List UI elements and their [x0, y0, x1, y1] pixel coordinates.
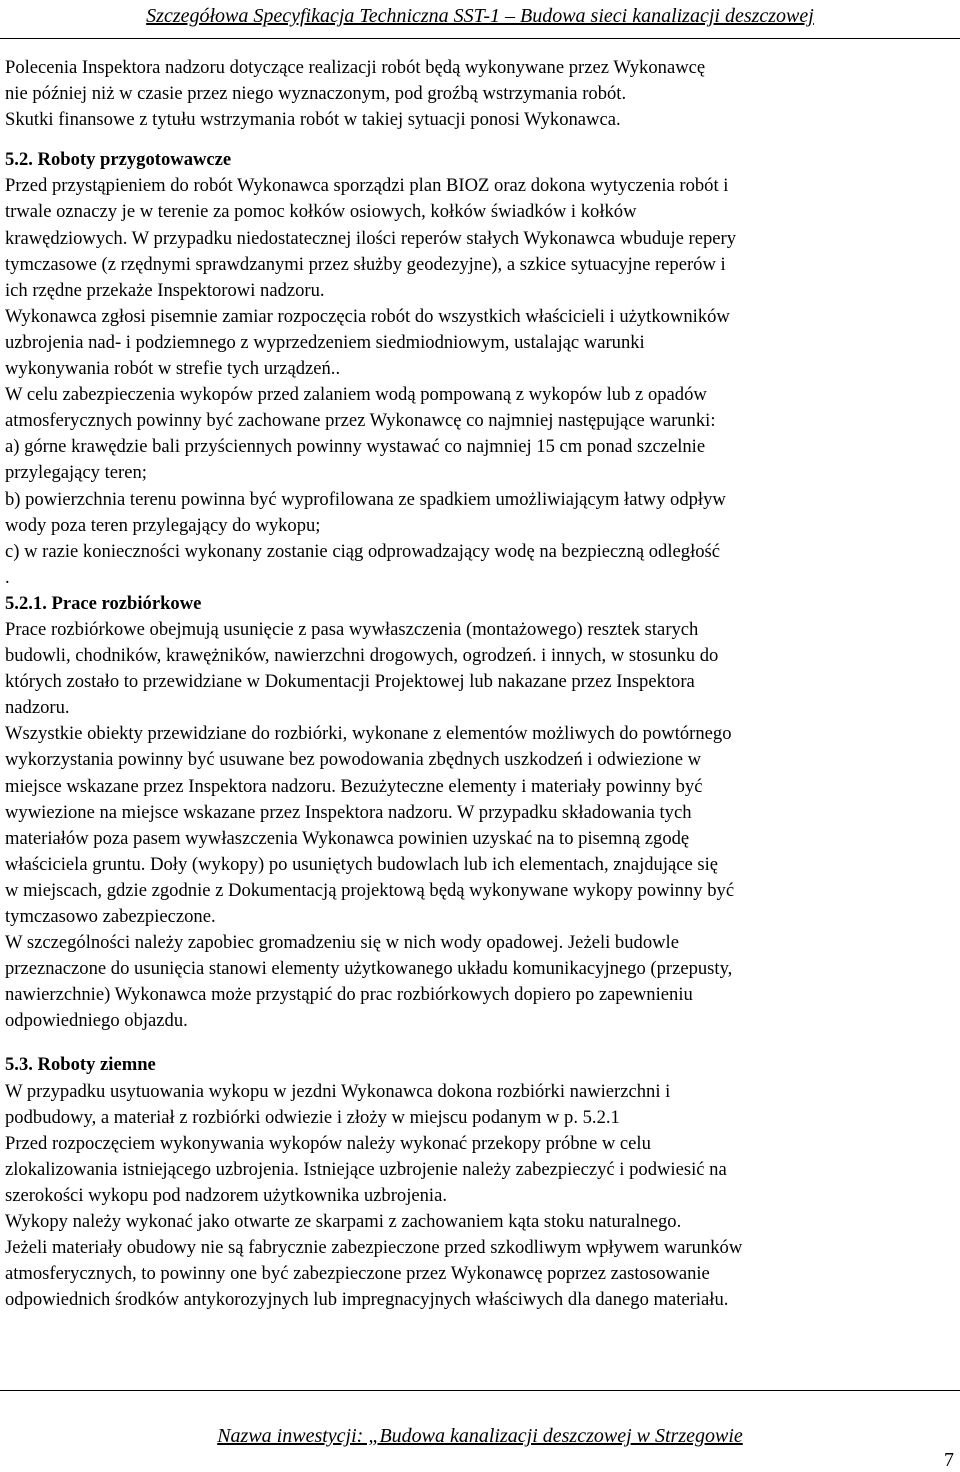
- paragraph-line: .: [5, 566, 10, 588]
- paragraph-line: trwale oznaczy je w terenie za pomoc kołków osiowych, kołków świadków i kołków: [5, 201, 637, 223]
- paragraph-line: Przed przystąpieniem do robót Wykonawca sporządzi plan BIOZ oraz dokona wytyczenia robót i: [5, 175, 729, 197]
- paragraph-line: szerokości wykopu pod nadzorem użytkownika uzbrojenia.: [5, 1184, 447, 1206]
- paragraph-line: uzbrojenia nad- i podziemnego z wyprzedzeniem siedmiodniowym, ustalając warunki: [5, 331, 645, 353]
- intro-line: nie później niż w czasie przez niego wyznaczonym, pod groźbą wstrzymania robót.: [5, 83, 627, 105]
- paragraph-line: Wykopy należy wykonać jako otwarte ze skarpami z zachowaniem kąta stoku naturalnego.: [5, 1211, 682, 1233]
- paragraph-line: materiałów poza pasem wywłaszczenia Wykonawca powinien uzyskać na to pisemną zgodę: [5, 827, 690, 849]
- paragraph-line: nawierzchnie) Wykonawca może przystąpić do prac rozbiórkowych dopiero po zapewnieniu: [5, 984, 693, 1006]
- paragraph-line: W celu zabezpieczenia wykopów przed zalaniem wodą pompowaną z wykopów lub z opadów: [5, 384, 707, 406]
- paragraph-line: odpowiedniego objazdu.: [5, 1010, 188, 1032]
- paragraph-line: nadzoru.: [5, 697, 70, 719]
- paragraph-line: W przypadku usytuowania wykopu w jezdni Wykonawca dokona rozbiórki nawierzchni i: [5, 1080, 671, 1102]
- footer-divider: [0, 1390, 960, 1391]
- document-body: [5, 55, 950, 1313]
- paragraph-line: wody poza teren przylegający do wykopu;: [5, 514, 321, 536]
- page-number: 7: [944, 1449, 954, 1471]
- paragraph-line: ich rzędne przekaże Inspektorowi nadzoru.: [5, 279, 325, 301]
- paragraph-line: atmosferycznych, to powinny one być zabezpieczone przez Wykonawcę poprzez zastosowanie: [5, 1263, 710, 1285]
- paragraph-line: których zostało to przewidziane w Dokumentacji Projektowej lub nakazane przez Inspektora: [5, 671, 695, 693]
- paragraph-line: W szczególności należy zapobiec gromadzeniu się w nich wody opadowej. Jeżeli budowle: [5, 932, 679, 954]
- paragraph-line: Przed rozpoczęciem wykonywania wykopów należy wykonać przekopy próbne w celu: [5, 1132, 651, 1154]
- paragraph-line: Wykonawca zgłosi pisemnie zamiar rozpoczęcia robót do wszystkich właścicieli i użytkowników: [5, 305, 730, 327]
- paragraph-line: wykonywania robót w strefie tych urządzeń..: [5, 358, 341, 380]
- paragraph-line: tymczasowe (z rzędnymi sprawdzanymi przez służby geodezyjne), a szkice sytuacyjne reperów i: [5, 253, 726, 275]
- paragraph-line: przeznaczone do usunięcia stanowi elementy użytkowanego układu komunikacyjnego (przepusty,: [5, 958, 733, 980]
- intro-line: Skutki finansowe z tytułu wstrzymania robót w takiej sytuacji ponosi Wykonawca.: [5, 109, 621, 131]
- section-heading-5-3: 5.3. Roboty ziemne: [5, 1054, 156, 1076]
- paragraph-line: odpowiednich środków antykorozyjnych lub impregnacyjnych właściwych dla danego materiału.: [5, 1289, 729, 1311]
- page-header-title: Szczegółowa Specyfikacja Techniczna SST-1 – Budowa sieci kanalizacji deszczowej: [146, 5, 814, 27]
- paragraph-line: w miejscach, gdzie zgodnie z Dokumentacją projektową będą wykonywane wykopy powinny być: [5, 879, 735, 901]
- paragraph-line: zlokalizowania istniejącego uzbrojenia. Istniejące uzbrojenie należy zabezpieczyć i podwiesić na: [5, 1158, 727, 1180]
- paragraph-line: Wszystkie obiekty przewidziane do rozbiórki, wykonane z elementów możliwych do powtórnego: [5, 723, 732, 745]
- paragraph-line: Jeżeli materiały obudowy nie są fabrycznie zabezpieczone przed szkodliwym wpływem warunków: [5, 1237, 743, 1259]
- paragraph-line: b) powierzchnia terenu powinna być wyprofilowana ze spadkiem umożliwiającym łatwy odpływ: [5, 488, 726, 510]
- paragraph-line: przylegający teren;: [5, 462, 147, 484]
- paragraph-line: krawędziowych. W przypadku niedostatecznej ilości reperów stałych Wykonawca wbuduje repery: [5, 227, 737, 249]
- paragraph-line: podbudowy, a materiał z rozbiórki odwiezie i złoży w miejscu podanym w p. 5.2.1: [5, 1106, 620, 1128]
- section-heading-5-2: 5.2. Roboty przygotowawcze: [5, 149, 232, 171]
- intro-line: Polecenia Inspektora nadzoru dotyczące realizacji robót będą wykonywane przez Wykonawcę: [5, 57, 706, 78]
- section-heading-5-2-1: 5.2.1. Prace rozbiórkowe: [5, 592, 202, 614]
- paragraph-line: a) górne krawędzie bali przyściennych powinny wystawać co najmniej 15 cm ponad szczelnie: [5, 436, 706, 458]
- paragraph-line: Prace rozbiórkowe obejmują usunięcie z pasa wywłaszczenia (montażowego) resztek starych: [5, 618, 699, 640]
- header-divider: [0, 38, 960, 39]
- paragraph-line: tymczasowo zabezpieczone.: [5, 906, 216, 927]
- paragraph-line: wywiezione na miejsce wskazane przez Inspektora nadzoru. W przypadku składowania tych: [5, 801, 692, 823]
- paragraph-line: miejsce wskazane przez Inspektora nadzoru. Bezużyteczne elementy i materiały powinny być: [5, 775, 703, 797]
- paragraph-line: właściciela gruntu. Doły (wykopy) po usuniętych budowlach lub ich elementach, znajdujące się: [5, 853, 719, 875]
- paragraph-line: atmosferycznych powinny być zachowane przez Wykonawcę co najmniej następujące warunki:: [5, 410, 716, 432]
- footer-investment-name: Nazwa inwestycji: „Budowa kanalizacji deszczowej w Strzegowie: [217, 1425, 743, 1447]
- paragraph-line: budowli, chodników, krawężników, nawierzchni drogowych, ogrodzeń. i innych, w stosunku do: [5, 645, 719, 667]
- paragraph-line: wykorzystania powinny być usuwane bez powodowania zbędnych uszkodzeń i odwiezione w: [5, 749, 702, 771]
- paragraph-line: c) w razie konieczności wykonany zostanie ciąg odprowadzający wodę na bezpieczną odległość: [5, 540, 721, 562]
